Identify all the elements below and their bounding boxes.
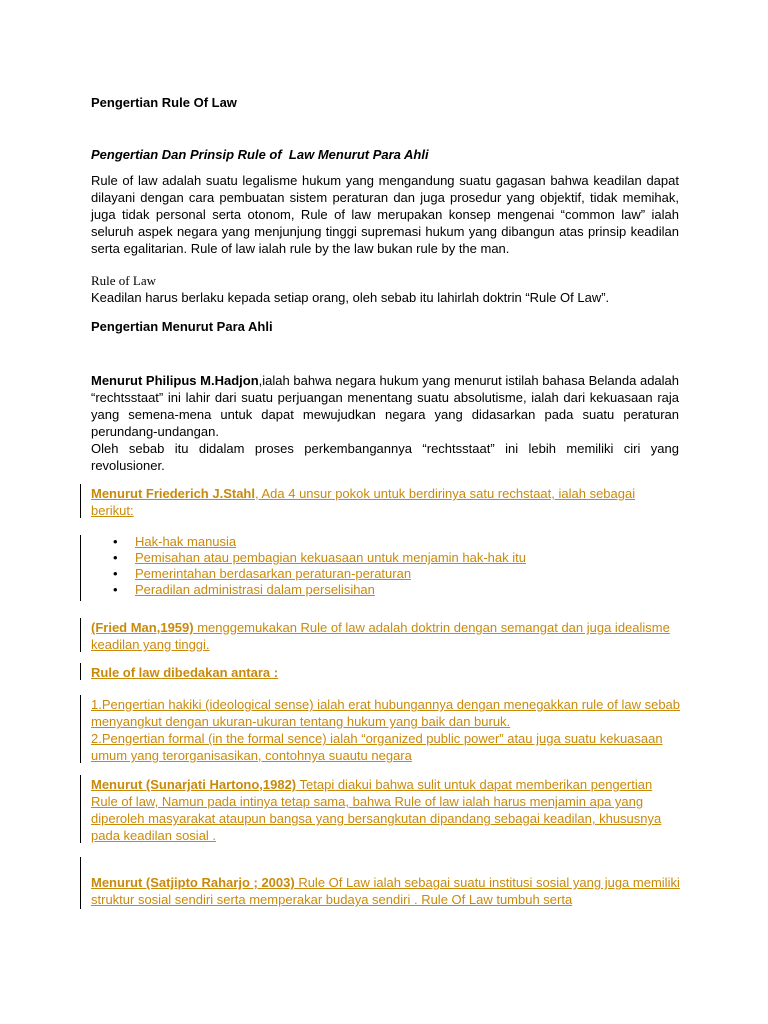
sunarjati-paragraph: [91, 776, 681, 844]
stahl-label: Menurut Friederich J.Stahl: [91, 486, 255, 501]
change-bar-dibedakan: [80, 663, 81, 680]
intro-paragraph: Rule of law adalah suatu legalisme hukum yang mengandung suatu gagasan bahwa keadilan dapat dilayani dengan cara pembuatan sistem peraturan dan juga prosedur yang objektif, tidak memihak, juga tidak personal serta otonom, Rule of law merupakan konsep mengenai “common law” ialah seluruh aspek negara yang menjunjung tinggi supremasi hukum yang dibangun atas prinsip keadilan serta egalitarian. Rule of law ialah rule by the law bukan rule by the man.: [91, 173, 679, 256]
stahl-paragraph: [91, 485, 681, 519]
rule-of-law-heading: Rule of Law: [91, 273, 156, 288]
pengertian-paragraph: [91, 696, 681, 764]
stahl-text: , Ada 4 unsur pokok untuk berdirinya satu rechstaat, ialah sebagai berikut:: [91, 486, 636, 518]
hadjon-paragraph: [91, 372, 679, 474]
bullet-icon: •: [113, 582, 118, 597]
section-heading: Pengertian Menurut Para Ahli: [91, 319, 273, 334]
list-item: [91, 582, 526, 598]
bullet-icon: •: [113, 534, 118, 549]
list-item: [91, 534, 526, 550]
pengertian-line-1: 1.Pengertian hakiki (ideological sense) ialah erat hubungannya dengan menegakkan rule of law sebab menyangkut dengan ukuran-ukuran tentang hukum yang baik dan buruk.: [91, 697, 681, 729]
keadilan-paragraph: Keadilan harus berlaku kepada setiap orang, oleh sebab itu lahirlah doktrin “Rule Of Law”.: [91, 290, 610, 305]
pengertian-line-2: 2.Pengertian formal (in the formal sence) ialah “organized public power” atau juga suatu kekuasaan umum yang terorganisasikan, contohnya suautu negara: [91, 731, 663, 763]
list-item: [91, 566, 526, 582]
page-title: Pengertian Rule Of Law: [91, 95, 237, 110]
hadjon-label: Menurut Philipus M.Hadjon: [91, 373, 259, 388]
sunarjati-label: Menurut (Sunarjati Hartono,1982): [91, 777, 297, 792]
dibedakan-heading: Rule of law dibedakan antara :: [91, 665, 279, 680]
list-item-text: Pemisahan atau pembagian kekuasaan untuk menjamin hak-hak itu: [135, 550, 526, 565]
fried-paragraph: [91, 619, 681, 653]
fried-label: (Fried Man,1959): [91, 620, 194, 635]
satjipto-paragraph: [91, 874, 681, 908]
satjipto-label: Menurut (Satjipto Raharjo ; 2003): [91, 875, 295, 890]
sunarjati-text: Tetapi diakui bahwa sulit untuk dapat memberikan pengertian Rule of law, Namun pada intinya tetap sama, bahwa Rule of law ialah harus menjamin apa yang diperoleh masyarakat ataupun bangsa yang bersangkutan dipandang sebagai keadilan, khususnya pada keadilan sosial .: [91, 777, 662, 843]
change-bar-sunarjati: [80, 775, 81, 843]
change-bar-pengertian: [80, 695, 81, 763]
document-subtitle: Pengertian Dan Prinsip Rule of Law Menurut Para Ahli: [91, 147, 429, 162]
change-bar-fried: [80, 618, 81, 652]
change-bar-list: [80, 535, 81, 601]
list-item-text: Pemerintahan berdasarkan peraturan-peraturan: [135, 566, 412, 581]
change-bar-stahl: [80, 484, 81, 518]
hadjon-text-2: Oleh sebab itu didalam proses perkembangannya “rechtsstaat” ini lebih memiliki ciri yang revolusioner.: [91, 441, 679, 473]
list-item-text: Hak-hak manusia: [135, 534, 237, 549]
bullet-icon: •: [113, 566, 118, 581]
list-item-text: Peradilan administrasi dalam perselisihan: [135, 582, 375, 597]
bullet-icon: •: [113, 550, 118, 565]
hadjon-text: ,ialah bahwa negara hukum yang menurut istilah bahasa Belanda adalah “rechtsstaat” ini lahir dari suatu perjuangan menentang suatu absolutisme, ialah dari kekuasaan raja yang semena-mena untuk dapat mewujudkan negara yang didasarkan pada suatu peraturan perundang-undangan.: [91, 373, 680, 439]
stahl-list: [91, 534, 526, 598]
list-item: [91, 550, 526, 566]
change-bar-satjipto: [80, 857, 81, 909]
fried-text: menggemukakan Rule of law adalah doktrin dengan semangat dan juga idealisme keadilan yang tinggi.: [91, 620, 670, 652]
satjipto-text: Rule Of Law ialah sebagai suatu institusi sosial yang juga memiliki struktur sosial sendiri serta memperakar budaya sendiri . Rule Of Law tumbuh serta: [91, 875, 680, 907]
